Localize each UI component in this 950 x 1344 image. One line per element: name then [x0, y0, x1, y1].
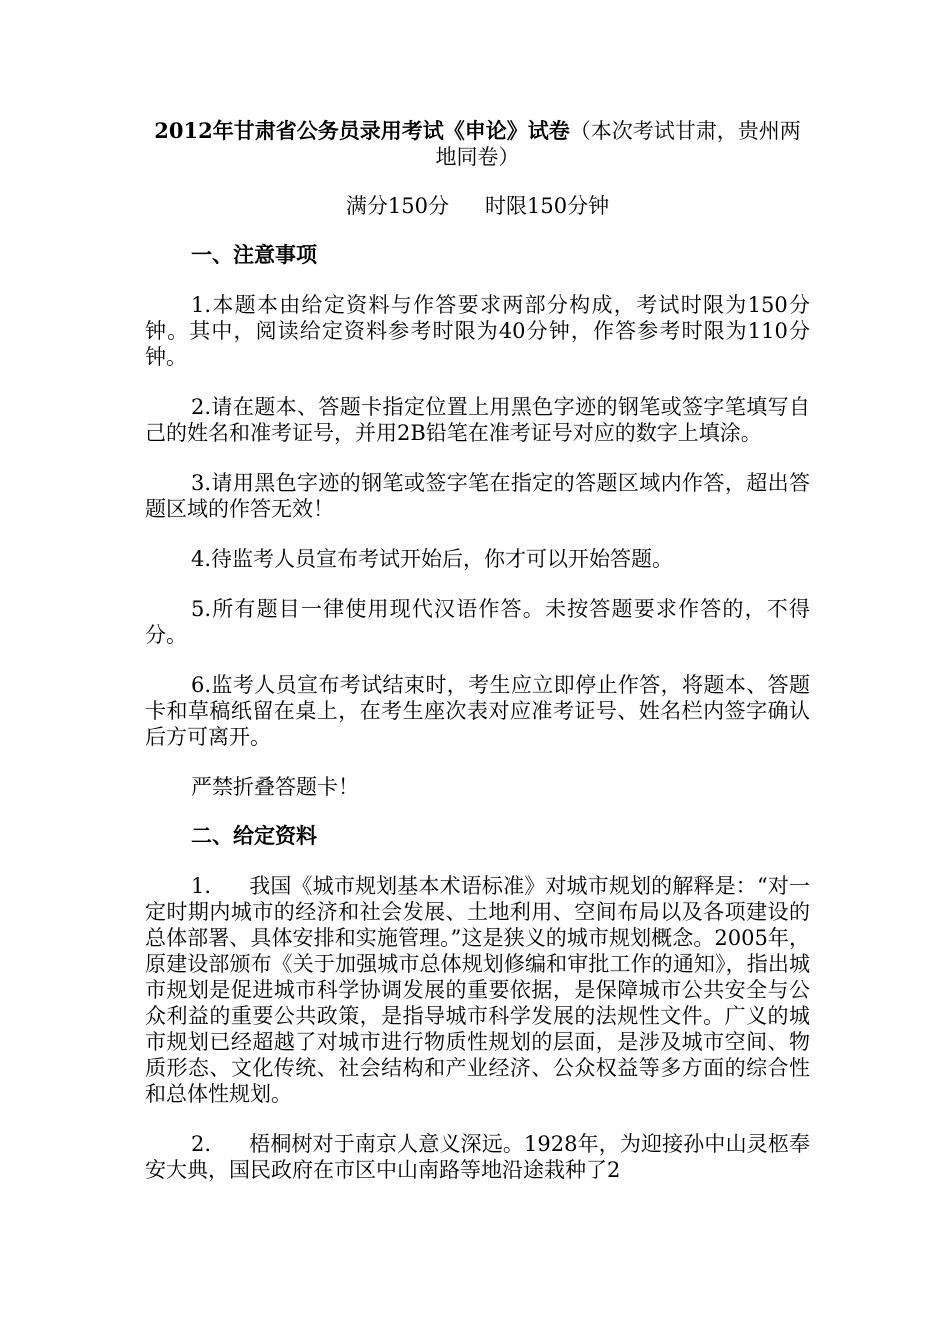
time-limit: 时限150分钟	[485, 194, 610, 218]
note-warning: 严禁折叠答题卡！	[191, 775, 359, 799]
title-main: 2012年甘肃省公务员录用考试《申论》试卷	[154, 118, 570, 143]
title-note: （本次考试甘肃，贵州两地同卷）	[435, 119, 801, 169]
document-title	[145, 118, 810, 170]
note-item: 1.本题本由给定资料与作答要求两部分构成，考试时限为150分钟。其中，阅读给定资料参考时限为40分钟，作答参考时限为110分钟。	[145, 293, 810, 369]
document-page	[145, 118, 810, 1183]
note-item: 6.监考人员宣布考试结束时，考生应立即停止作答，将题本、答题卡和草稿纸留在桌上，在考生座次表对应准考证号、姓名栏内签字确认后方可离开。	[145, 673, 810, 749]
material-paragraph	[145, 1131, 810, 1183]
material-paragraph	[145, 873, 810, 1107]
material-number: 1.	[191, 874, 212, 898]
material-text: 梧桐树对于南京人意义深远。1928年，为迎接孙中山灵柩奉安大典，国民政府在市区中山南路等地沿途栽种了2	[145, 1132, 810, 1182]
full-score: 满分150分	[345, 194, 449, 218]
note-item: 2.请在题本、答题卡指定位置上用黑色字迹的钢笔或签字笔填写自己的姓名和准考证号，并用2B铅笔在准考证号对应的数字上填涂。	[145, 395, 810, 445]
note-item: 5.所有题目一律使用现代汉语作答。未按答题要求作答的，不得分。	[145, 597, 810, 647]
note-item: 3.请用黑色字迹的钢笔或签字笔在指定的答题区域内作答，超出答题区域的作答无效！	[145, 471, 810, 521]
note-item: 4.待监考人员宣布考试开始后，你才可以开始答题。	[191, 547, 674, 571]
section-heading-materials: 二、给定资料	[191, 823, 317, 848]
section-heading-notes: 一、注意事项	[191, 242, 317, 267]
exam-meta	[145, 193, 810, 219]
material-text: 我国《城市规划基本术语标准》对城市规划的解释是：“对一定时期内城市的经济和社会发展、土地利用、空间布局以及各项建设的总体部署、具体安排和实施管理。”这是狭义的城市规划概念。2005年，原建设部颁布《关于加强城市总体规划修编和审批工作的通知》，指出城市规划是促进城市科学协调发展的重要依据，是保障城市公共安全与公众利益的重要公共政策，是指导城市科学发展的法规性文件。广义的城市规划已经超越了对城市进行物质性规划的层面，是涉及城市空间、物质形态、文化传统、社会结构和产业经济、公众权益等多方面的综合性和总体性规划。	[145, 874, 810, 1106]
material-number: 2.	[191, 1132, 212, 1156]
